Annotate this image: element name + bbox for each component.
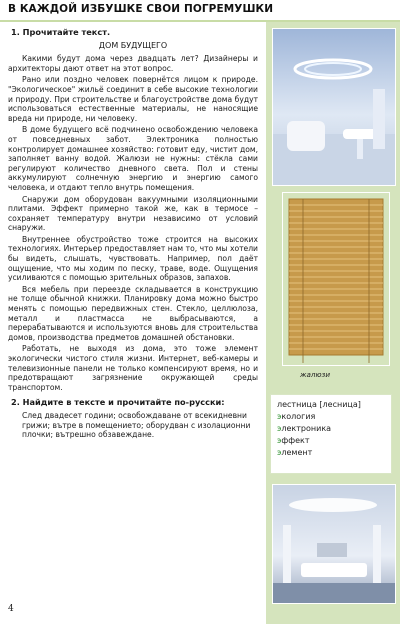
photo-futuristic-room xyxy=(272,28,396,186)
task-1-label: 1. Прочитайте текст. xyxy=(11,27,111,37)
photo-window-blinds xyxy=(282,192,390,366)
paragraph: Какими будут дома через двадцать лет? Дизайнеры и архитекторы дают ответ на этот вопрос. xyxy=(8,54,258,73)
paragraph: Внутреннее обустройство тоже строится на высоких технологиях. Интерьер предоставляет нам то, что мы хотели бы видеть, слышать, чувствовать. Например, пол даёт ощущение, что мы ходим по песку, траве, воде. Ощущения усиливаются с помощью зрительных образов, запахов. xyxy=(8,234,258,283)
task-2-text: След двадесет години; освобождаване от всекидневни грижи; вътре в помещението; оборудван с изолационни плочки; вътрешно обзавеждане. xyxy=(22,410,251,440)
task-2-label: 2. Найдите в тексте и прочитайте по-русски: xyxy=(11,397,225,408)
paragraph: Рано или поздно человек повернётся лицом к природе. "Экологическое" жильё соединит в себе высокие технологии и природу. При строительстве и благоустройстве дома будут использоваться естественные материалы, не наносящие вреда ни природе, ни человеку. xyxy=(8,75,258,123)
vocab-item: экология xyxy=(277,412,316,421)
text-title: ДОМ БУДУЩЕГО xyxy=(98,40,168,50)
vocabulary-box xyxy=(270,394,392,474)
photo-modern-interior xyxy=(272,484,396,604)
paragraph: В доме будущего всё подчинено освобождению человека от повседневных забот. Электроника полностью контролирует домашнее хозяйство: готовит еду, чистит дом, заполняет ванну водой. Жалюзи не нужны: стёкла сами регулируют количество дневного света. Пол и стены аккумулируют солнечную энергию и энергию самого человека, и отдают тепло внутрь помещения. xyxy=(8,125,258,192)
vocab-item: электроника xyxy=(277,424,332,433)
vocab-item: элемент xyxy=(277,448,313,457)
paragraph: Работать, не выходя из дома, это тоже элемент экологически чистого стиля жизни. Интернет, веб-камеры и телевизионные панели не только компенсируют время, но и предотвращают загрязнение окружающей среды транспортом. xyxy=(8,344,258,392)
paragraph: Вся мебель при переезде складывается в конструкцию не толще обычной книжки. Планировку дома можно быстро менять с помощью передвижных стен. Стекло, целлюлоза, металл и пластмасса не выбрасываются, а перерабатываются и используются вновь для строительства домов, производства предметов домашней обстановки. xyxy=(8,284,258,342)
blinds-caption: жалюзи xyxy=(300,370,331,379)
page-header xyxy=(0,0,400,22)
page-title: В КАЖДОЙ ИЗБУШКЕ СВОИ ПОГРЕМУШКИ xyxy=(8,3,274,15)
page-number: 4 xyxy=(8,604,14,614)
vocab-item: лестница [лесница] xyxy=(277,400,361,409)
paragraph: Снаружи дом оборудован вакуумными изоляционными плитами. Эффект примерно такой же, как в термосе – сохраняет температуру внутри независимо от условий снаружи. xyxy=(8,194,258,233)
vocab-item: эффект xyxy=(277,436,310,445)
main-text-column xyxy=(8,28,258,440)
